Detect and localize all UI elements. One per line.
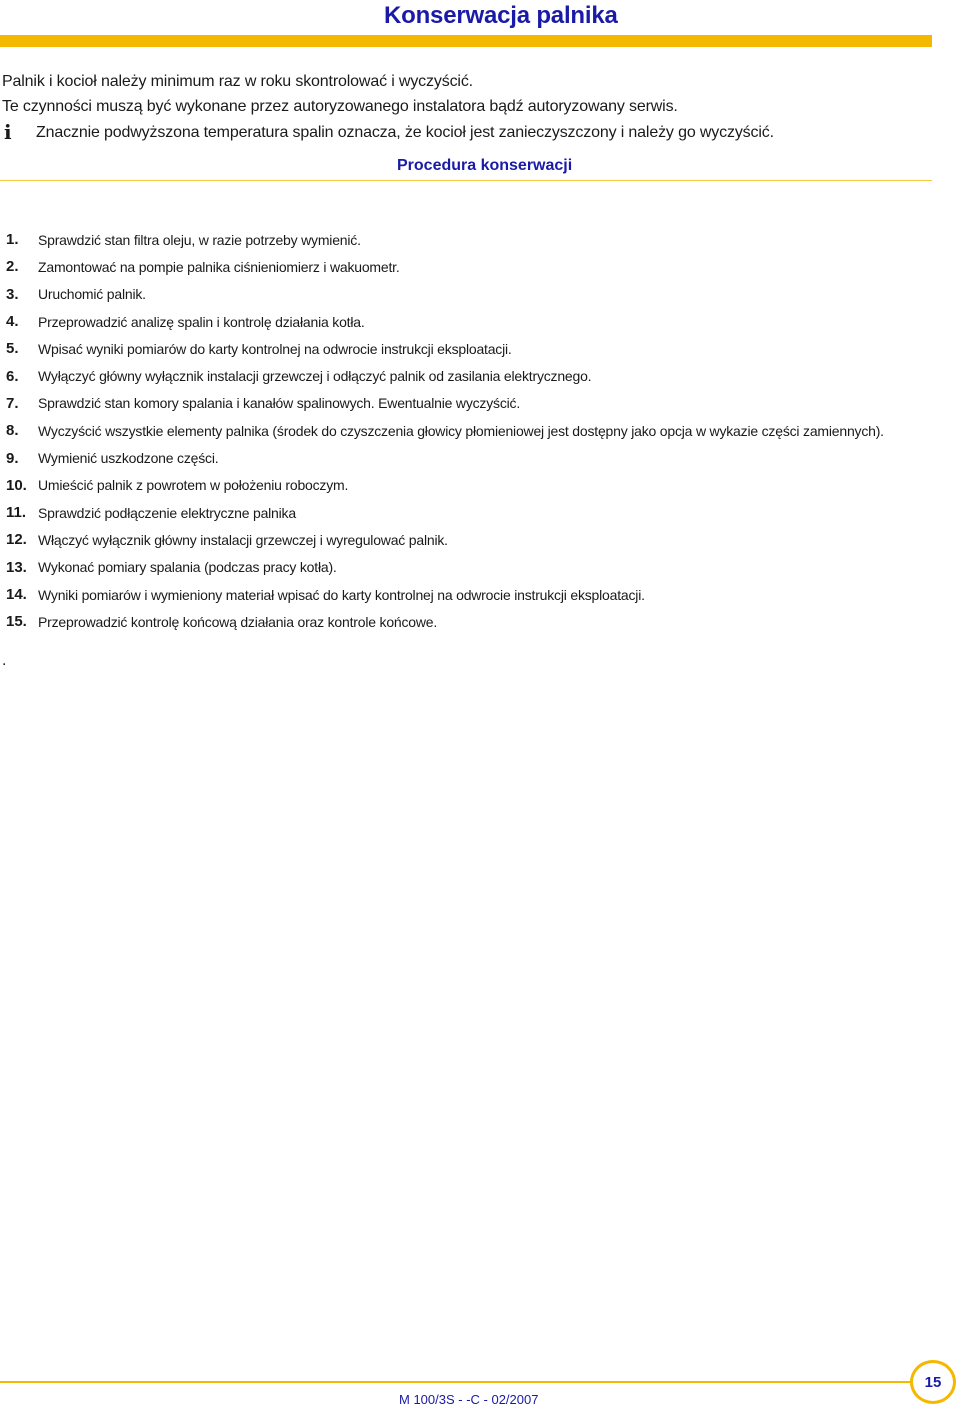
info-icon: i [4, 120, 12, 144]
intro-line-2: Te czynności muszą być wykonane przez autoryzowanego instalatora bądź autoryzowany serwis. [2, 98, 678, 115]
footer-rule [0, 1381, 912, 1383]
list-item [6, 499, 884, 526]
list-item [6, 554, 884, 581]
step-text: Włączyć wyłącznik główny instalacji grzewczej i wyregulować palnik. [38, 531, 448, 548]
document-code: M 100/3S - -C - 02/2007 [399, 1392, 539, 1407]
step-number: 5. [6, 340, 19, 358]
section-rule [0, 180, 932, 181]
trailing-dot: . [2, 652, 7, 669]
step-text: Wykonać pomiary spalania (podczas pracy kotła). [38, 559, 337, 576]
step-text: Przeprowadzić analizę spalin i kontrolę działania kotła. [38, 313, 365, 330]
list-item [6, 472, 884, 499]
step-text: Zamontować na pompie palnika ciśnieniomierz i wakuometr. [38, 258, 400, 275]
step-number: 12. [6, 531, 27, 549]
list-item [6, 608, 884, 635]
list-item [6, 226, 884, 253]
step-number: 15. [6, 613, 27, 631]
page-number-badge [910, 1360, 956, 1404]
step-text: Sprawdzić podłączenie elektryczne palnika [38, 504, 296, 521]
step-number: 3. [6, 285, 19, 303]
list-item [6, 526, 884, 553]
step-text: Sprawdzić stan komory spalania i kanałów spalinowych. Ewentualnie wyczyścić. [38, 395, 521, 412]
step-text: Wymienić uszkodzone części. [38, 450, 219, 467]
list-item [6, 335, 884, 362]
page-title: Konserwacja palnika [384, 2, 618, 29]
step-number: 1. [6, 231, 19, 249]
step-number: 7. [6, 394, 19, 412]
list-item [6, 362, 884, 389]
step-text: Sprawdzić stan filtra oleju, w razie potrzeby wymienić. [38, 231, 361, 248]
step-text: Umieścić palnik z powrotem w położeniu roboczym. [38, 477, 349, 494]
list-item [6, 253, 884, 280]
list-item [6, 308, 884, 335]
info-note: Znacznie podwyższona temperatura spalin oznacza, że kocioł jest zanieczyszczony i należy go wyczyścić. [36, 124, 774, 141]
step-text: Wyczyścić wszystkie elementy palnika (środek do czyszczenia głowicy płomieniowej jest dostępny jako opcja w wykazie części zamiennych). [38, 422, 884, 439]
step-text: Wyniki pomiarów i wymieniony materiał wpisać do karty kontrolnej na odwrocie instrukcji eksploatacji. [38, 586, 645, 603]
step-text: Przeprowadzić kontrolę końcową działania oraz kontrole końcowe. [38, 613, 438, 630]
step-text: Wpisać wyniki pomiarów do karty kontrolnej na odwrocie instrukcji eksploatacji. [38, 340, 512, 357]
step-number: 13. [6, 558, 27, 576]
step-number: 9. [6, 449, 19, 467]
step-text: Wyłączyć główny wyłącznik instalacji grzewczej i odłączyć palnik od zasilania elektrycznego. [38, 368, 592, 385]
step-number: 10. [6, 476, 27, 494]
list-item [6, 444, 884, 471]
step-number: 11. [6, 504, 27, 522]
header-rule [0, 35, 932, 47]
step-text: Uruchomić palnik. [38, 286, 146, 303]
list-item [6, 281, 884, 308]
list-item [6, 581, 884, 608]
intro-line-1: Palnik i kocioł należy minimum raz w roku skontrolować i wyczyścić. [2, 73, 473, 90]
step-number: 2. [6, 258, 19, 276]
list-item [6, 390, 884, 417]
section-title: Procedura konserwacji [397, 157, 573, 174]
page-number: 15 [924, 1373, 942, 1391]
step-number: 8. [6, 422, 19, 440]
procedure-steps [6, 226, 884, 635]
list-item [6, 417, 884, 444]
step-number: 6. [6, 367, 19, 385]
step-number: 4. [6, 313, 19, 331]
step-number: 14. [6, 586, 27, 603]
